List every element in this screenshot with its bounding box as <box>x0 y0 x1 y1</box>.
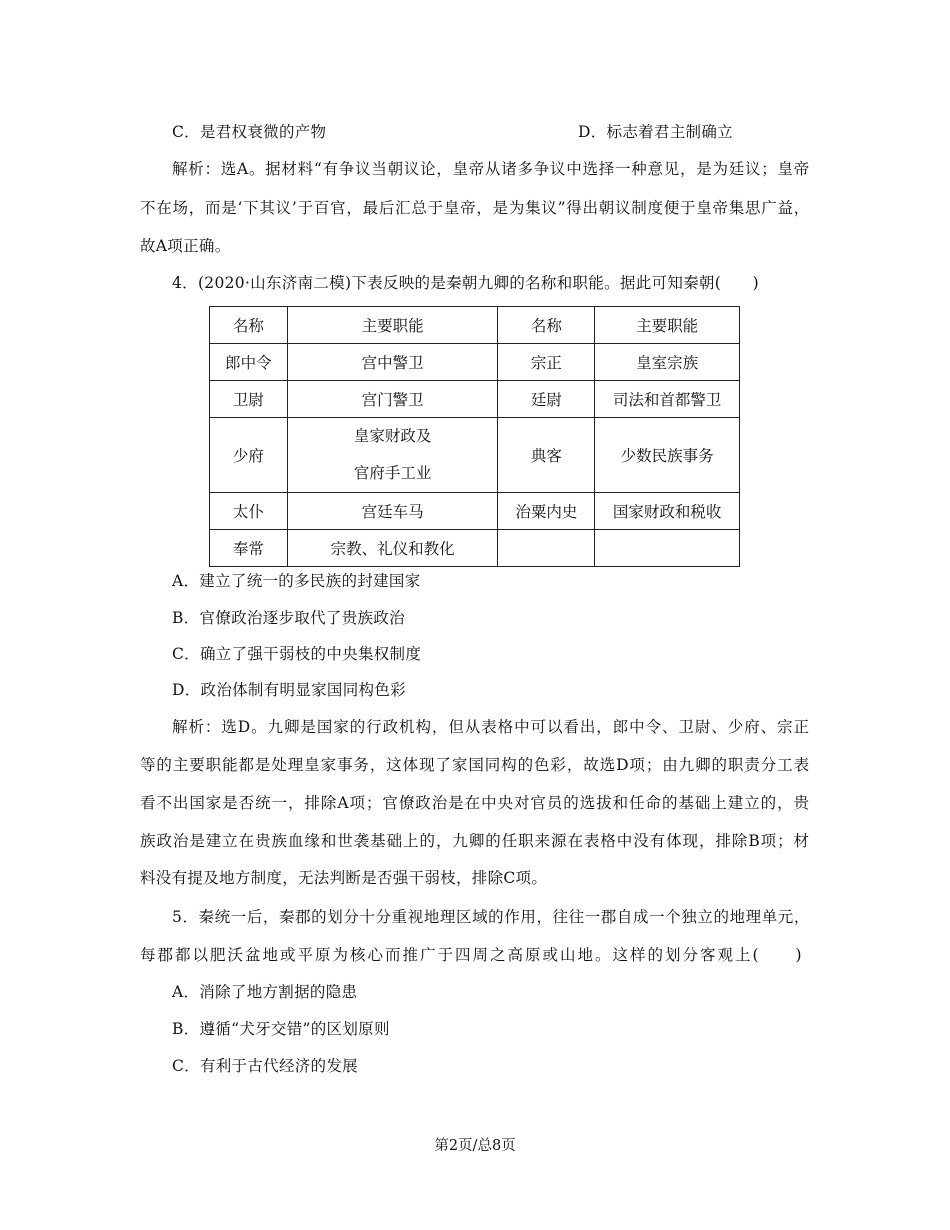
table-row <box>210 530 740 567</box>
q5-option-a: A．消除了地方割据的隐患 <box>172 983 358 1001</box>
q5-stem-line-1: 5．秦统一后，秦郡的划分十分重视地理区域的作用，往往一郡自成一个独立的地理单元， <box>172 908 810 926</box>
table-cell <box>595 530 740 567</box>
q3-option-d: D．标志着君主制确立 <box>578 123 733 141</box>
table-header-cell: 名称 <box>498 307 595 344</box>
q5-option-b: B．遵循“犬牙交错”的区划原则 <box>172 1020 390 1038</box>
table-cell: 宫廷车马 <box>287 493 498 530</box>
page-footer: 第2页/总8页 <box>434 1138 516 1154</box>
table-header-cell: 名称 <box>210 307 288 344</box>
table-cell: 宫门警卫 <box>287 381 498 418</box>
q5-option-c: C．有利于古代经济的发展 <box>172 1057 358 1075</box>
q4-option-b: B．官僚政治逐步取代了贵族政治 <box>172 609 405 627</box>
table-cell: 宗教、礼仪和教化 <box>287 530 498 567</box>
table-row <box>210 344 740 381</box>
table-cell: 皇室宗族 <box>595 344 740 381</box>
q4-analysis-line-3: 看不出国家是否统一，排除A项；官僚政治是在中央对官员的选拔和任命的基础上建立的，贵 <box>140 794 810 812</box>
table-header-cell: 主要职能 <box>595 307 740 344</box>
table-cell: 少数民族事务 <box>595 418 740 493</box>
table-cell <box>498 530 595 567</box>
table-cell: 太仆 <box>210 493 288 530</box>
table-cell: 司法和首都警卫 <box>595 381 740 418</box>
table-header-row <box>210 307 740 344</box>
q4-option-c: C．确立了强干弱枝的中央集权制度 <box>172 645 422 663</box>
table-cell: 典客 <box>498 418 595 493</box>
table-cell-line: 官府手工业 <box>353 464 432 482</box>
table-cell: 廷尉 <box>498 381 595 418</box>
table-cell-two-line <box>287 418 498 493</box>
q3-analysis-line-1: 解析：选A。据材料“有争议当朝议论，皇帝从诸多争议中选择一种意见，是为廷议；皇帝 <box>172 160 810 178</box>
table-cell: 郎中令 <box>210 344 288 381</box>
q3-analysis-line-3: 故A项正确。 <box>140 237 231 255</box>
table-cell: 国家财政和税收 <box>595 493 740 530</box>
q3-analysis-line-2: 不在场，而是‘下其议’于百官，最后汇总于皇帝，是为集议”得出朝议制度便于皇帝集思广益， <box>140 199 810 217</box>
table-row <box>210 418 740 493</box>
table-header-cell: 主要职能 <box>287 307 498 344</box>
nine-ministers-table <box>209 306 740 567</box>
q4-stem: 4．(2020·山东济南二模)下表反映的是秦朝九卿的名称和职能。据此可知秦朝( ) <box>172 274 760 292</box>
table-cell: 宗正 <box>498 344 595 381</box>
table-cell: 奉常 <box>210 530 288 567</box>
q5-stem-line-2: 每郡都以肥沃盆地或平原为核心而推广于四周之高原或山地。这样的划分客观上( ) <box>140 946 804 964</box>
q4-analysis-line-1: 解析：选D。九卿是国家的行政机构，但从表格中可以看出，郎中令、卫尉、少府、宗正 <box>172 718 810 736</box>
table-cell: 卫尉 <box>210 381 288 418</box>
table-row <box>210 493 740 530</box>
table-cell: 少府 <box>210 418 288 493</box>
table-row <box>210 381 740 418</box>
table-cell: 治粟内史 <box>498 493 595 530</box>
q4-analysis-line-2: 等的主要职能都是处理皇家事务，这体现了家国同构的色彩，故选D项；由九卿的职责分工表 <box>140 756 810 774</box>
table-cell: 宫中警卫 <box>287 344 498 381</box>
q4-option-d: D．政治体制有明显家国同构色彩 <box>172 681 406 699</box>
table-cell-line: 皇家财政及 <box>353 427 432 445</box>
q4-option-a: A．建立了统一的多民族的封建国家 <box>172 572 421 590</box>
q3-option-c: C．是君权衰微的产物 <box>172 123 327 141</box>
q4-analysis-line-5: 料没有提及地方制度，无法判断是否强干弱枝，排除C项。 <box>140 869 548 887</box>
q4-analysis-line-4: 族政治是建立在贵族血缘和世袭基础上的，九卿的任职来源在表格中没有体现，排除B项；材 <box>140 832 810 850</box>
